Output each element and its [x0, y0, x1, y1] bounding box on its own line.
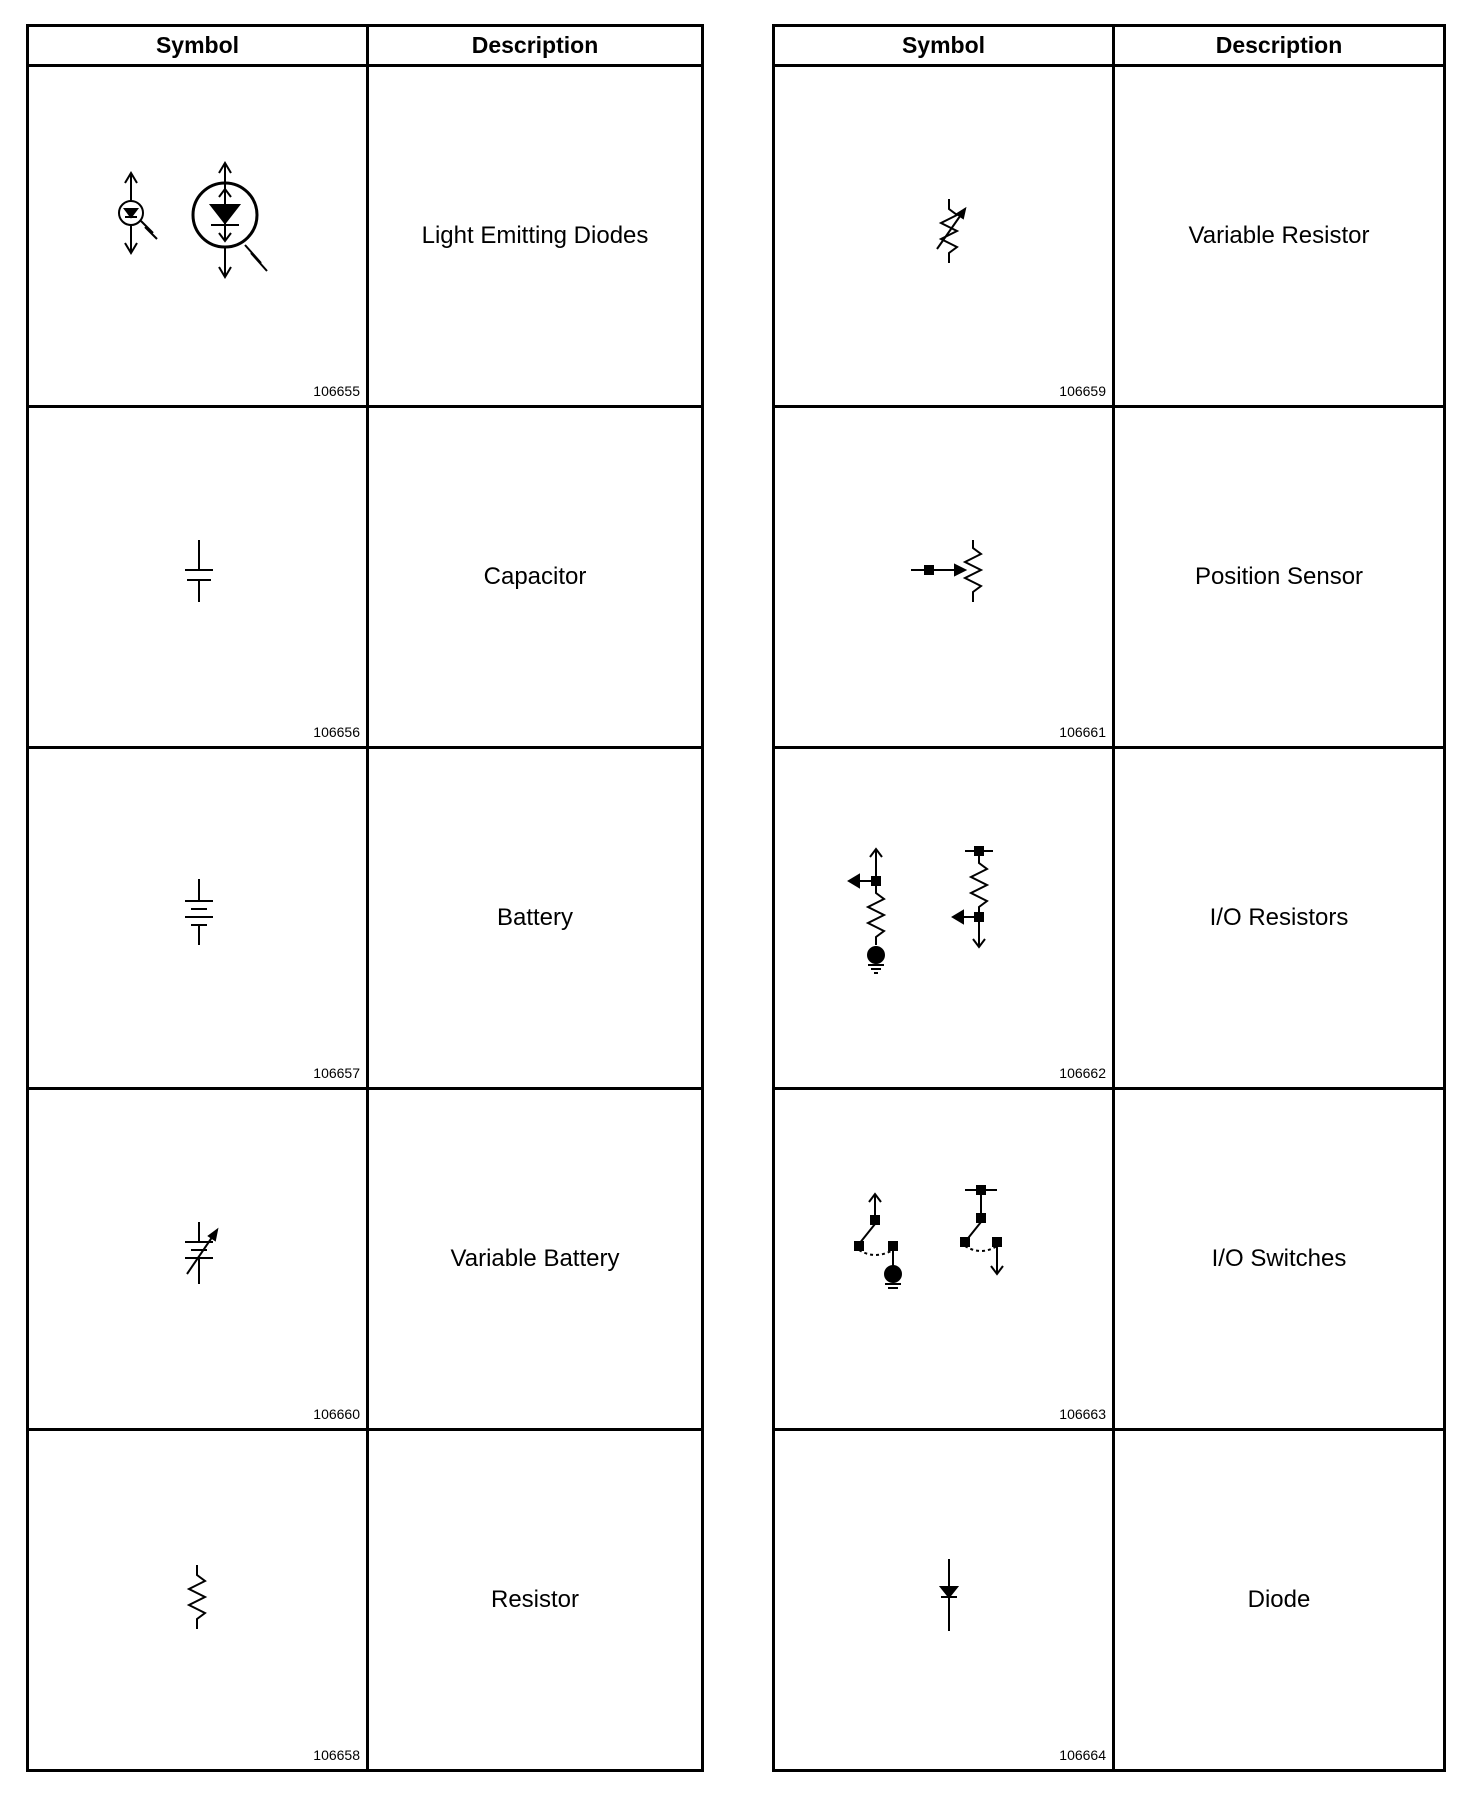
symbol-cell [775, 749, 1115, 1087]
diode-icon [775, 1431, 1109, 1769]
symbol-code: 106658 [313, 1747, 360, 1763]
table-row [29, 67, 701, 408]
symbol-code: 106656 [313, 724, 360, 740]
table-row [29, 1090, 701, 1431]
table-row [775, 408, 1443, 749]
symbol-code: 106663 [1059, 1406, 1106, 1422]
variable-battery-icon [29, 1090, 363, 1428]
table-row [775, 1090, 1443, 1431]
description-cell: Variable Battery [450, 1245, 620, 1272]
symbol-cell [29, 749, 369, 1087]
symbol-code: 106661 [1059, 724, 1106, 740]
symbol-code: 106660 [313, 1406, 360, 1422]
description-cell: Capacitor [483, 563, 587, 590]
symbol-code: 106657 [313, 1065, 360, 1081]
table-row [775, 749, 1443, 1090]
io-resistors-icon [775, 749, 1109, 1087]
symbol-cell [775, 408, 1115, 746]
symbol-code: 106664 [1059, 1747, 1106, 1763]
symbol-code: 106659 [1059, 383, 1106, 399]
symbol-code: 106662 [1059, 1065, 1106, 1081]
description-cell: Position Sensor [1194, 563, 1364, 590]
description-cell: I/O Switches [1211, 1245, 1347, 1272]
symbol-table-left [26, 24, 704, 1772]
table-header [29, 27, 701, 67]
table-row [775, 1431, 1443, 1769]
symbol-cell [29, 1090, 369, 1428]
table-row [775, 67, 1443, 408]
header-symbol: Symbol [775, 27, 1115, 64]
symbol-cell [775, 1431, 1115, 1769]
symbol-cell [775, 67, 1115, 405]
table-header [775, 27, 1443, 67]
variable-resistor-icon [775, 67, 1109, 405]
header-symbol: Symbol [29, 27, 369, 64]
battery-icon [29, 749, 363, 1087]
symbol-cell [29, 1431, 369, 1769]
table-row [29, 749, 701, 1090]
description-cell: Battery [496, 904, 574, 931]
table-row [29, 408, 701, 749]
symbol-cell [775, 1090, 1115, 1428]
description-cell: I/O Resistors [1209, 904, 1349, 931]
symbol-code: 106655 [313, 383, 360, 399]
header-description: Description [1215, 32, 1343, 58]
description-cell: Diode [1247, 1586, 1311, 1613]
led-icon [29, 67, 363, 405]
resistor-icon [29, 1431, 363, 1769]
symbol-cell [29, 408, 369, 746]
symbol-cell [29, 67, 369, 405]
description-cell: Light Emitting Diodes [421, 222, 649, 249]
description-cell: Resistor [490, 1586, 580, 1613]
header-description: Description [471, 32, 599, 58]
position-sensor-icon [775, 408, 1109, 746]
capacitor-icon [29, 408, 363, 746]
io-switches-icon [775, 1090, 1109, 1428]
table-row [29, 1431, 701, 1769]
symbol-table-right [772, 24, 1446, 1772]
description-cell: Variable Resistor [1188, 222, 1370, 249]
